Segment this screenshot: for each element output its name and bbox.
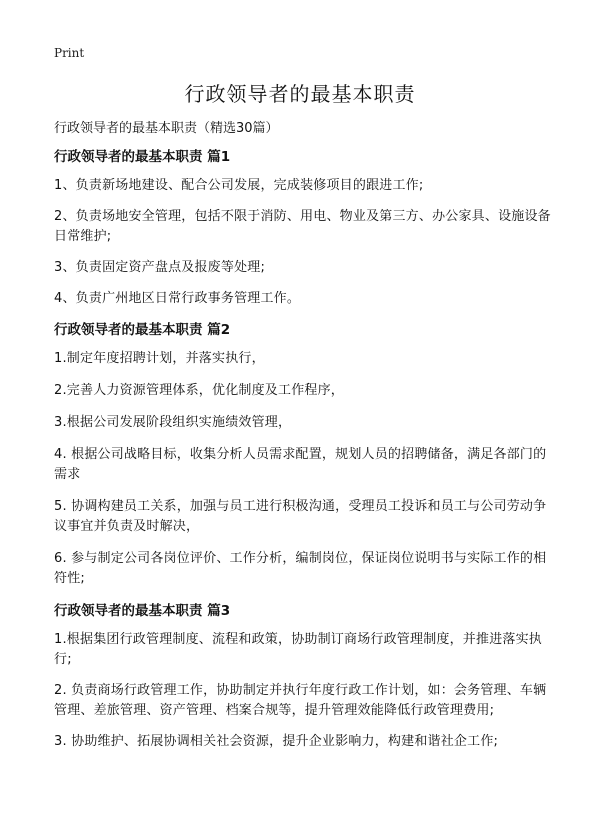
list-item: 3、负责固定资产盘点及报废等处理; — [54, 260, 266, 275]
list-item: 2. 负责商场行政管理工作，协助制定并执行年度行政工作计划，如：会务管理、车辆管理、差旅管理、资产管理、档案合规等，提升管理效能降低行政管理费用; — [54, 683, 547, 718]
list-item: 3.根据公司发展阶段组织实施绩效管理， — [54, 415, 292, 430]
list-item: 5. 协调构建员工关系，加强与员工进行积极沟通，受理员工投诉和员工与公司劳动争议事宜并负责及时解决， — [54, 499, 547, 534]
list-item: 4、负责广州地区日常行政事务管理工作。 — [54, 291, 301, 306]
list-item: 4. 根据公司战略目标，收集分析人员需求配置，规划人员的招聘储备，满足各部门的需求 — [54, 447, 547, 482]
list-item: 1.根据集团行政管理制度、流程和政策，协助制订商场行政管理制度，并推进落实执行; — [54, 632, 543, 667]
document-subtitle: 行政领导者的最基本职责（精选30篇） — [54, 121, 279, 136]
section-heading: 行政领导者的最基本职责 篇1 — [54, 149, 231, 165]
section-heading: 行政领导者的最基本职责 篇2 — [54, 322, 231, 338]
list-item: 1.制定年度招聘计划，并落实执行， — [54, 351, 265, 366]
list-item: 1、负责新场地建设、配合公司发展，完成装修项目的跟进工作; — [54, 178, 424, 193]
section-3 — [54, 601, 554, 752]
list-item: 3. 协助维护、拓展协调相关社会资源，提升企业影响力，构建和谐社企工作; — [54, 734, 499, 749]
section-2 — [54, 320, 554, 589]
list-item: 2.完善人力资源管理体系，优化制度及工作程序， — [54, 383, 345, 398]
print-link[interactable]: Print — [54, 46, 85, 60]
document-body — [54, 119, 554, 763]
list-item: 2、负责场地安全管理，包括不限于消防、用电、物业及第三方、办公家具、设施设备日常维护; — [54, 209, 551, 244]
list-item: 6. 参与制定公司各岗位评价、工作分析，编制岗位，保证岗位说明书与实际工作的相符性; — [54, 551, 547, 586]
section-heading: 行政领导者的最基本职责 篇3 — [54, 603, 231, 619]
section-1 — [54, 147, 554, 309]
document-title: 行政领导者的最基本职责 — [184, 82, 416, 106]
